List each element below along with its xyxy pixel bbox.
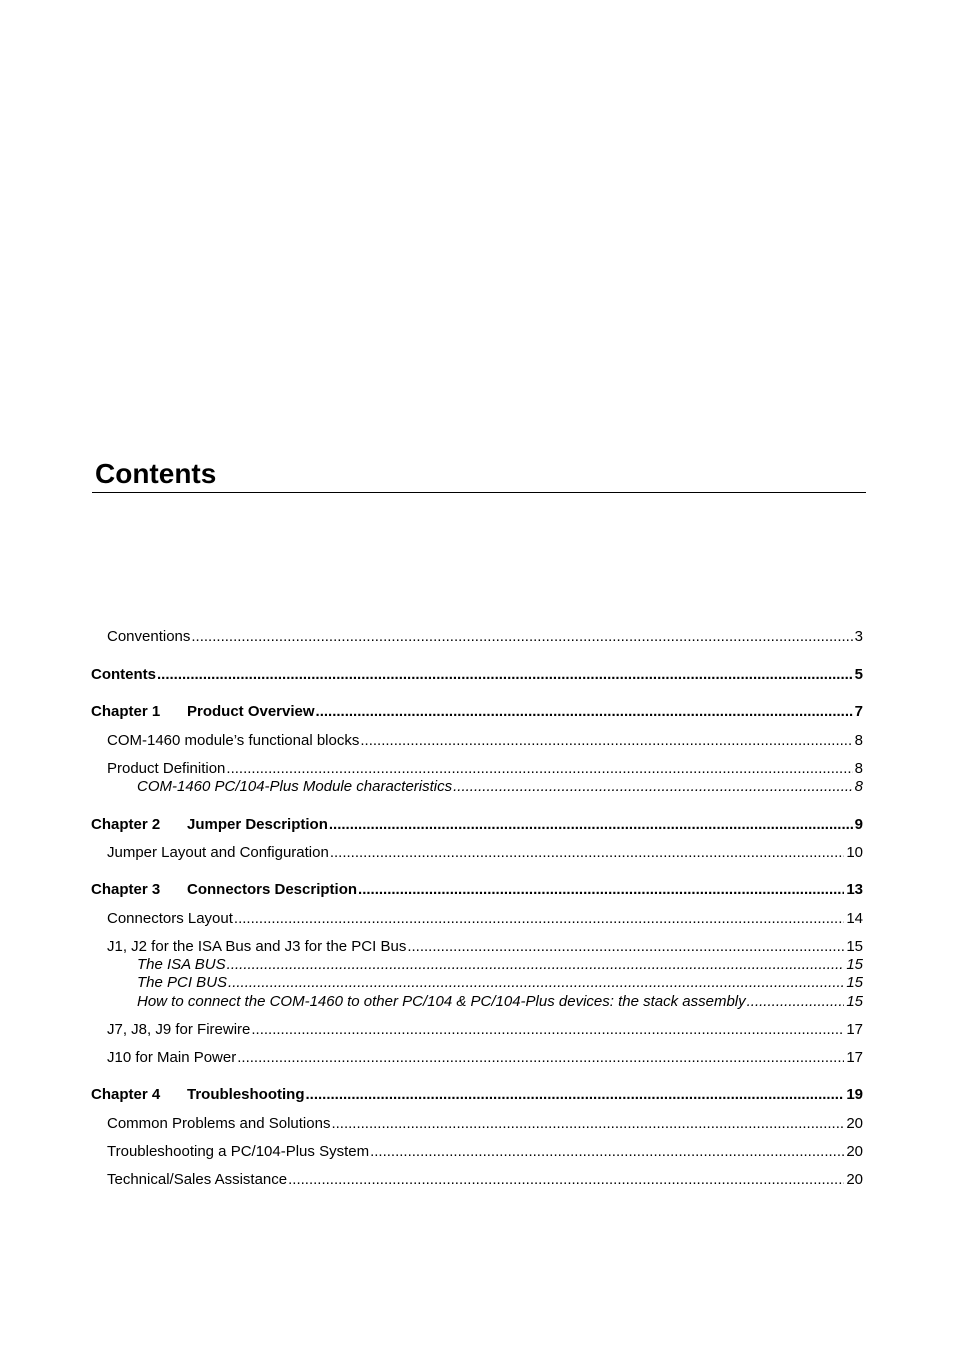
toc-page-number: 20 [846,1115,863,1132]
toc-page-number: 15 [846,938,863,955]
toc-dot-leader [329,816,853,834]
toc-entry[interactable] [91,881,863,899]
toc-entry[interactable] [91,1086,863,1104]
toc-entry[interactable] [107,938,863,956]
toc-page-number: 19 [846,1086,863,1103]
toc-dot-leader [288,1171,844,1189]
toc-entry-title: Product Definition [107,760,226,777]
toc-dot-leader [234,910,844,928]
toc-entry[interactable] [107,1143,863,1161]
toc-page-number: 15 [846,993,863,1010]
toc-entry[interactable] [107,910,863,928]
toc-dot-leader [331,1115,844,1133]
toc-dot-leader [251,1021,844,1039]
toc-page-number: 8 [854,778,863,795]
toc-entry-title: Jumper Layout and Configuration [107,844,329,861]
toc-entry-title: J7, J8, J9 for Firewire [107,1021,251,1038]
toc-entry-title: Connectors Layout [107,910,233,927]
toc-page-number: 14 [846,910,863,927]
toc-page-number: 10 [846,844,863,861]
toc-entry-title: The PCI BUS [137,974,228,991]
toc-page-number: 13 [846,881,863,898]
toc-page-number: 8 [854,760,863,777]
toc-dot-leader [228,974,844,992]
toc-page-number: 17 [846,1021,863,1038]
page-title: Contents [95,458,217,489]
toc-entry-title: Troubleshooting a PC/104-Plus System [107,1143,370,1160]
toc-dot-leader [358,881,844,899]
toc-dot-leader [453,778,853,796]
toc-entry-title: Conventions [107,628,191,645]
toc-page-number: 7 [854,703,863,720]
toc-entry[interactable] [137,974,863,992]
toc-entry[interactable] [137,993,863,1011]
toc-entry-title: Connectors Description [187,881,358,898]
toc-entry[interactable] [107,760,863,778]
toc-page-number: 8 [854,732,863,749]
toc-entry[interactable] [107,1171,863,1189]
toc-dot-leader [227,956,845,974]
toc-entry[interactable] [91,816,863,834]
toc-dot-leader [360,732,852,750]
toc-dot-leader [407,938,844,956]
toc-entry-title: Technical/Sales Assistance [107,1171,288,1188]
toc-dot-leader [306,1086,845,1104]
toc-entry[interactable] [107,628,863,646]
toc-chapter-number: Chapter 4 [91,1086,161,1103]
toc-dot-leader [316,703,853,721]
toc-chapter-number: Chapter 1 [91,703,161,720]
heading-divider [92,492,866,493]
toc-entry-title: How to connect the COM-1460 to other PC/104 & PC/104-Plus devices: the stack assembly [137,993,746,1010]
toc-entry[interactable] [91,703,863,721]
toc-entry-title: J10 for Main Power [107,1049,237,1066]
toc-entry-title: COM-1460 PC/104-Plus Module characteristics [137,778,453,795]
toc-dot-leader [330,844,845,862]
toc-dot-leader [191,628,852,646]
toc-page-number: 3 [854,628,863,645]
toc-entry[interactable] [137,956,863,974]
toc-page-number: 15 [846,956,863,973]
toc-entry[interactable] [107,844,863,862]
toc-entry-title: J1, J2 for the ISA Bus and J3 for the PCI Bus [107,938,407,955]
toc-entry-title: The ISA BUS [137,956,226,973]
toc-entry[interactable] [137,778,863,796]
toc-page-number: 9 [854,816,863,833]
toc-entry[interactable] [91,666,863,684]
toc-entry-title: COM-1460 module’s functional blocks [107,732,360,749]
toc-entry-title: Product Overview [187,703,315,720]
toc-entry[interactable] [107,1115,863,1133]
toc-page-number: 20 [846,1143,863,1160]
toc-page-number: 5 [854,666,863,683]
toc-dot-leader [747,993,845,1011]
toc-entry-title: Troubleshooting [187,1086,305,1103]
toc-chapter-number: Chapter 3 [91,881,161,898]
toc-page-number: 17 [846,1049,863,1066]
toc-entry-title: Contents [91,666,156,683]
toc-entry-title: Jumper Description [187,816,328,833]
toc-dot-leader [157,666,853,684]
toc-page-number: 15 [846,974,863,991]
toc-dot-leader [226,760,852,778]
toc-chapter-number: Chapter 2 [91,816,161,833]
toc-entry[interactable] [107,1021,863,1039]
toc-entry[interactable] [107,732,863,750]
toc-dot-leader [237,1049,844,1067]
toc-entry[interactable] [107,1049,863,1067]
toc-dot-leader [370,1143,844,1161]
toc-entry-title: Common Problems and Solutions [107,1115,331,1132]
toc-page-number: 20 [846,1171,863,1188]
